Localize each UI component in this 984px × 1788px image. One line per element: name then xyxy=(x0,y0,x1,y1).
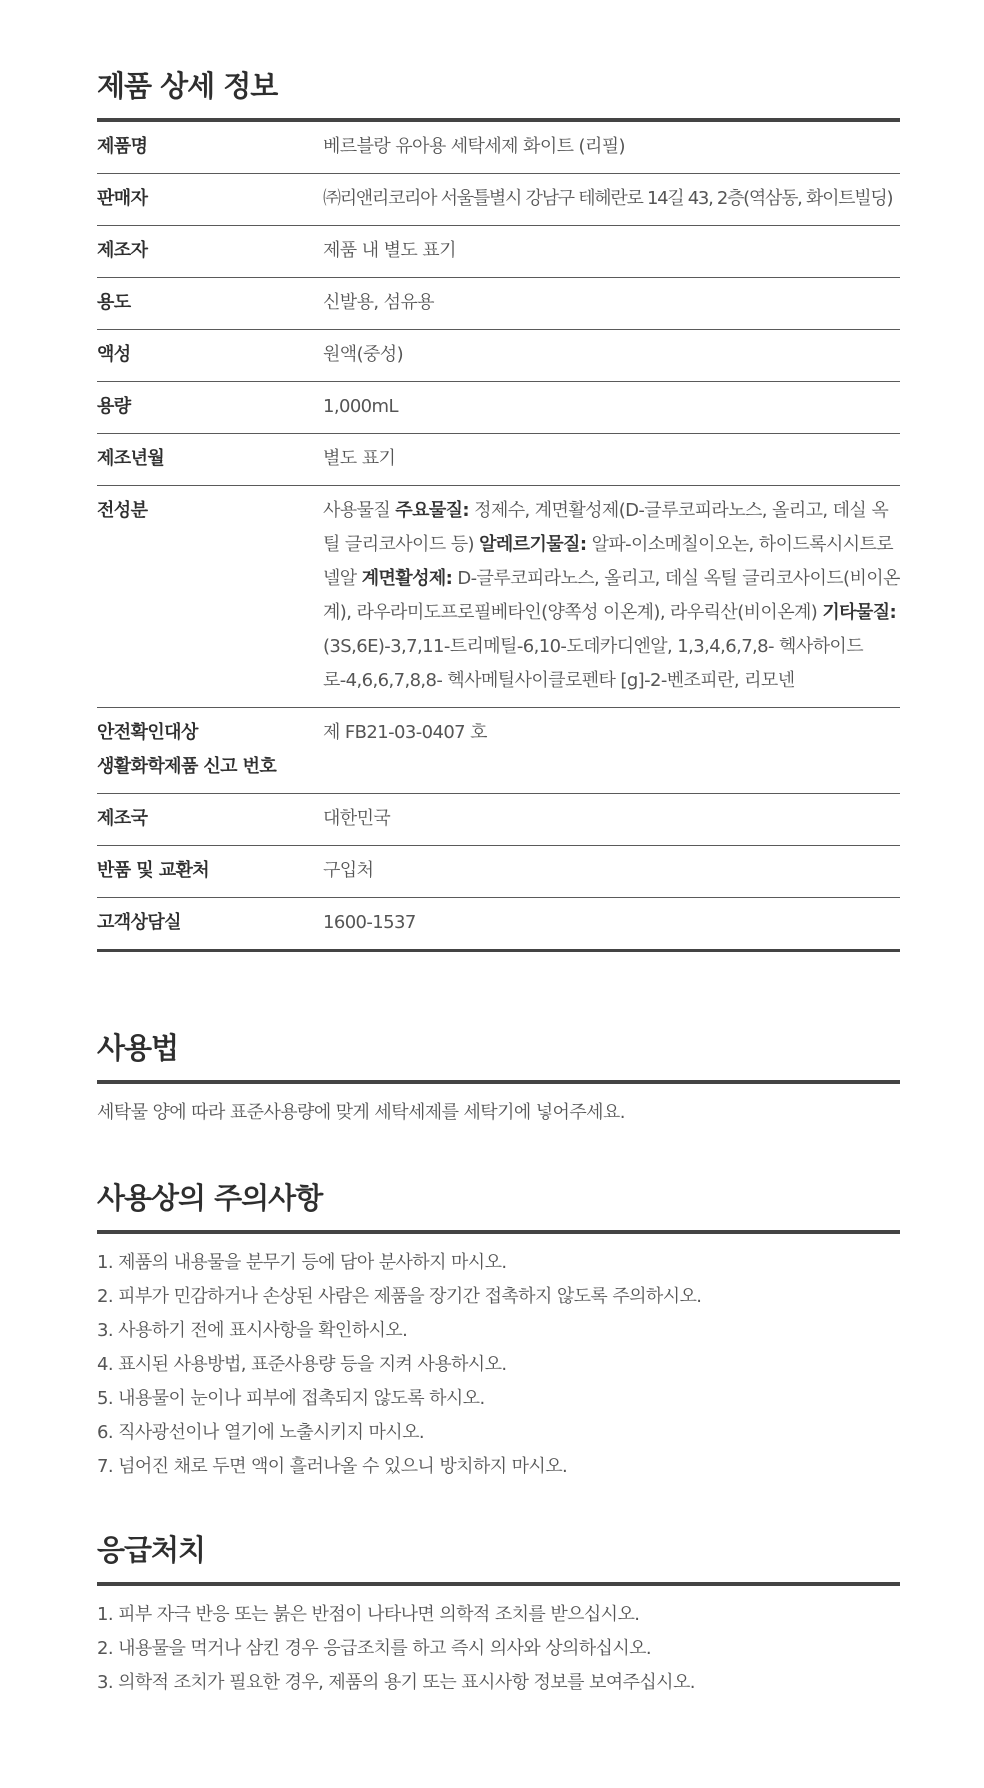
row-value-manufacturer: 제품 내 별도 표기 xyxy=(323,226,900,278)
list-item: 3. 사용하기 전에 표시사항을 확인하시오. xyxy=(97,1320,408,1341)
product-info-title: 제품 상세 정보 xyxy=(97,68,900,122)
row-label-seller: 판매자 xyxy=(97,174,323,226)
first-aid-title: 응급처치 xyxy=(97,1532,900,1586)
row-value-returns: 구입처 xyxy=(323,846,900,898)
row-value-ingredients xyxy=(323,486,900,708)
usage-section xyxy=(97,1030,900,1130)
safety-label-line1: 안전확인대상 xyxy=(97,722,198,743)
usage-text: 세탁물 양에 따라 표준사용량에 맞게 세탁세제를 세탁기에 넣어주세요. xyxy=(97,1102,625,1123)
table-row xyxy=(97,708,900,794)
list-item: 5. 내용물이 눈이나 피부에 접촉되지 않도록 하시오. xyxy=(97,1388,485,1409)
list-item: 1. 피부 자극 반응 또는 붉은 반점이 나타나면 의학적 조치를 받으십시오. xyxy=(97,1604,640,1625)
table-row xyxy=(97,898,900,951)
precautions-section xyxy=(97,1180,900,1484)
table-row xyxy=(97,226,900,278)
list-item: 4. 표시된 사용방법, 표준사용량 등을 지켜 사용하시오. xyxy=(97,1354,507,1375)
row-label-country: 제조국 xyxy=(97,794,323,846)
row-label-ingredients: 전성분 xyxy=(97,486,323,708)
table-row xyxy=(97,382,900,434)
ingredients-allergen-value: 알파-이소메칠이오논, 하이드록시시트로넬알 xyxy=(323,534,894,589)
row-value-country: 대한민국 xyxy=(323,794,900,846)
row-value-seller: ㈜리앤리코리아 서울틀별시 강남구 테헤란로 14길 43, 2층(역삼동, 화이트빌딩) xyxy=(323,174,900,226)
ingredients-allergen-label: 알레르기물질: xyxy=(479,534,587,555)
precautions-title: 사용상의 주의사항 xyxy=(97,1180,900,1234)
product-info-section xyxy=(97,68,900,952)
ingredients-other-value: (3S,6E)-3,7,11-트리메틸-6,10-도데카디엔알, 1,3,4,6,7,8- 헥사하이드로-4,6,6,7,8,8- 헥사메틸사이클로펜타 [g]-2-벤조피란, 리모넨 xyxy=(323,636,863,691)
table-row xyxy=(97,846,900,898)
row-value-use: 신발용, 섬유용 xyxy=(323,278,900,330)
table-row xyxy=(97,174,900,226)
ingredients-main-value: 정제수, 계면활성제(D-글루코피라노스, 올리고, 데실 옥틸 글리코사이드 등) xyxy=(323,500,889,555)
row-value-ph: 원액(중성) xyxy=(323,330,900,382)
list-item: 6. 직사광선이나 열기에 노출시키지 마시오. xyxy=(97,1422,424,1443)
product-info-table xyxy=(97,122,900,952)
row-value-date: 별도 표기 xyxy=(323,434,900,486)
table-row xyxy=(97,434,900,486)
safety-label-line2: 생활화학제품 신고 번호 xyxy=(97,756,277,777)
table-row xyxy=(97,122,900,174)
ingredients-surfactant-value: D-글루코피라노스, 올리고, 데실 옥틸 글리코사이드(비이온계), 라우라미도프로필베타인(양쪽성 이온계), 라우릭산(비이온계) xyxy=(323,568,900,623)
list-item: 2. 피부가 민감하거나 손상된 사람은 제품을 장기간 접촉하지 않도록 주의하시오. xyxy=(97,1286,702,1307)
row-label-use: 용도 xyxy=(97,278,323,330)
list-item: 1. 제품의 내용물을 분무기 등에 담아 분사하지 마시오. xyxy=(97,1252,507,1273)
first-aid-list xyxy=(97,1598,900,1700)
row-value-name: 베르블랑 유아용 세탁세제 화이트 (리필) xyxy=(323,122,900,174)
list-item: 2. 내용물을 먹거나 삼킨 경우 응급조치를 하고 즉시 의사와 상의하십시오. xyxy=(97,1638,652,1659)
row-label-support: 고객상담실 xyxy=(97,898,323,951)
first-aid-section xyxy=(97,1532,900,1700)
row-value-volume: 1,000mL xyxy=(323,382,900,434)
row-label-date: 제조년월 xyxy=(97,434,323,486)
row-value-safety: 제 FB21-03-0407 호 xyxy=(323,708,900,794)
list-item: 3. 의학적 조치가 필요한 경우, 제품의 용기 또는 표시사항 정보를 보여주십시오. xyxy=(97,1672,695,1693)
table-row xyxy=(97,278,900,330)
row-label-name: 제품명 xyxy=(97,122,323,174)
list-item: 7. 넘어진 채로 두면 액이 흘러나올 수 있으니 방치하지 마시오. xyxy=(97,1456,568,1477)
ingredients-prefix: 사용물질 xyxy=(323,500,391,521)
row-label-manufacturer: 제조자 xyxy=(97,226,323,278)
table-row xyxy=(97,794,900,846)
precautions-list xyxy=(97,1246,900,1484)
table-row xyxy=(97,330,900,382)
ingredients-other-label: 기타물질: xyxy=(822,602,897,623)
usage-title: 사용법 xyxy=(97,1030,900,1084)
row-label-volume: 용량 xyxy=(97,382,323,434)
row-label-safety xyxy=(97,708,323,794)
ingredients-main-label: 주요물질: xyxy=(395,500,470,521)
row-label-returns: 반품 및 교환처 xyxy=(97,846,323,898)
ingredients-surfactant-label: 계면활성제: xyxy=(361,568,453,589)
row-label-ph: 액성 xyxy=(97,330,323,382)
row-value-support: 1600-1537 xyxy=(323,898,900,951)
table-row xyxy=(97,486,900,708)
